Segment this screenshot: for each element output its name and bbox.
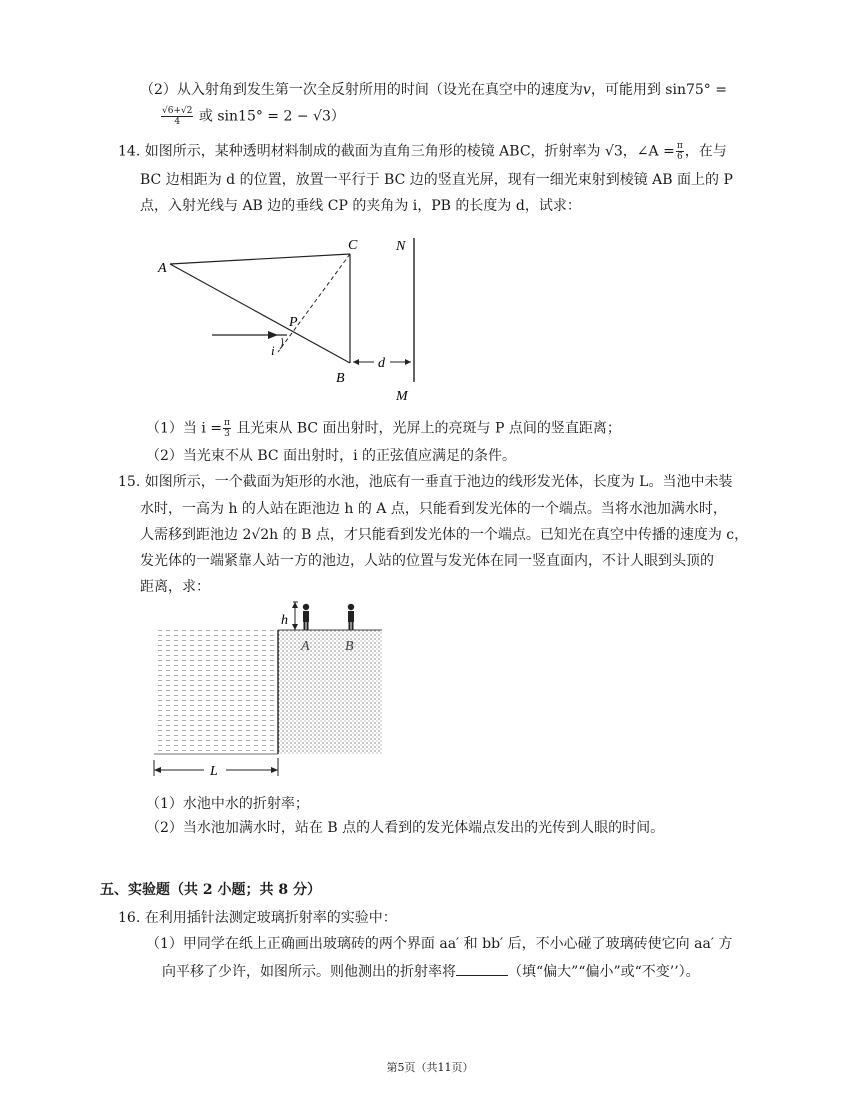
q16-part1-line2 <box>162 961 700 982</box>
section-5-title: 五、实验题（共 2 小题；共 8 分） <box>100 882 321 898</box>
q16-p1-text-a: （1）甲同学在纸上正确画出玻璃砖的两个界面 aa′ 和 bb′ 后，不小心碰了玻璃砖使它向 aa′ 方 <box>146 936 733 952</box>
q15-line3 <box>140 525 748 545</box>
pool-bank <box>278 630 382 754</box>
label-A: A <box>301 639 310 654</box>
q16-stem: 16. 在利用插针法测定玻璃折射率的实验中： <box>118 910 397 926</box>
q14-line2 <box>140 170 733 190</box>
q14-stem-1b: ，在与 <box>684 143 727 160</box>
q15-stem-1: 15. 如图所示，一个截面为矩形的水池，池底有一垂直于池边的线形发光体，长度为 L。当池中未装 <box>118 474 733 490</box>
q14-p2-text: （2）当光束不从 BC 面出射时，i 的正弦值应满足的条件。 <box>146 448 516 464</box>
edge-AB <box>170 264 350 363</box>
q15-part2 <box>146 818 664 838</box>
label-B: B <box>336 371 345 386</box>
q13-fraction <box>161 106 193 127</box>
q15-part1 <box>146 794 309 814</box>
person-B-icon <box>348 604 354 630</box>
q14-prism-figure <box>150 230 440 410</box>
q13-part2-line2-text: 或 sin15° = 2 − √3） <box>194 108 345 125</box>
q14-stem-3: 点，入射光线与 AB 边的垂线 CP 的夹角为 i，PB 的长度为 d，试求： <box>140 198 581 214</box>
q14-p1-fraction <box>223 418 231 439</box>
dim-arrow-right <box>405 359 411 365</box>
L-arrow-right <box>271 767 278 773</box>
q15-line2 <box>140 499 727 519</box>
edge-AC <box>170 254 350 264</box>
label-B: B <box>345 639 354 654</box>
label-P: P <box>289 315 298 330</box>
angle-arc <box>280 338 283 349</box>
ray-arrow <box>268 331 278 339</box>
section-5-heading <box>100 880 321 900</box>
q16-p1-text-b: 向平移了少许，如图所示。则他测出的折射率将 <box>162 964 456 980</box>
q14-part2 <box>146 446 516 466</box>
q14-angle-fraction <box>676 141 684 162</box>
q15-stem-5: 距离，求： <box>140 579 210 595</box>
label-d: d <box>378 356 385 371</box>
q14-p1-frac-num: π <box>224 418 230 428</box>
q14-frac-num: π <box>676 141 683 151</box>
q13-part2-line1 <box>140 80 727 100</box>
answer-blank[interactable] <box>456 961 508 976</box>
q13-frac-den: 4 <box>174 117 181 127</box>
label-A: A <box>158 261 167 276</box>
q16-p1-text-c: （填“偏大”“偏小”或“不变’’）。 <box>508 964 700 980</box>
q14-p1-frac-den: 3 <box>224 429 230 439</box>
q15-pool-figure <box>150 598 390 783</box>
q15-stem-3: 人需移到距池边 2√2h 的 B 点，才只能看到发光体的一个端点。已知光在真空中传播的速度为 c， <box>140 527 749 543</box>
q13-part2-text: （2）从入射角到发生第一次全反射所用的时间（设光在真空中的速度为 <box>140 82 583 98</box>
q13-frac-num: √6+√2 <box>162 106 193 116</box>
q15-stem-2: 水时，一高为 h 的人站在距池边 h 的 A 点，只能看到发光体的一个端点。当将水池加满水时， <box>140 501 727 517</box>
q14-p1-text-a: （1）当 i = <box>146 420 223 437</box>
q14-frac-den: 6 <box>676 152 683 162</box>
label-N: N <box>396 239 406 254</box>
q13-part2-text-b: ，可能用到 sin75° = <box>590 82 727 98</box>
dim-arrow-left <box>353 359 359 365</box>
label-M: M <box>396 389 408 404</box>
person-A-icon <box>303 604 309 630</box>
q16-line1 <box>118 908 397 928</box>
q14-p1-text-b: 且光束从 BC 面出射时，光屏上的亮斑与 P 点间的竖直距离； <box>231 420 621 437</box>
h-arrow-up <box>292 602 298 608</box>
normal-CP <box>278 254 350 352</box>
page-footer: 第5页（共11页） <box>386 1061 474 1074</box>
q15-line4 <box>140 551 714 571</box>
q15-line1 <box>118 472 732 492</box>
q15-stem-4: 发光体的一端紧靠人站一方的池边，人站的位置与发光体在同一竖直面内，不计人眼到头顶的 <box>140 553 714 569</box>
q14-line1 <box>118 141 727 162</box>
q14-part1 <box>146 418 621 439</box>
label-i: i <box>271 343 275 358</box>
q16-part1-line1 <box>146 934 732 954</box>
h-arrow-down <box>292 624 298 630</box>
q14-stem-2: BC 边相距为 d 的位置，放置一平行于 BC 边的竖直光屏，现有一细光束射到棱镜 AB 面上的 P <box>140 172 733 188</box>
L-arrow-left <box>154 767 161 773</box>
q15-p2-text: （2）当水池加满水时，站在 B 点的人看到的发光体端点发出的光传到人眼的时间。 <box>146 820 665 836</box>
q13-v-symbol: v <box>582 82 591 98</box>
label-C: C <box>348 238 358 253</box>
q15-line5 <box>140 577 210 597</box>
label-h: h <box>281 613 288 628</box>
q15-p1-text: （1）水池中水的折射率； <box>146 796 309 812</box>
label-L: L <box>210 764 218 779</box>
q13-part2-line2 <box>160 106 345 127</box>
q14-stem-1: 14. 如图所示，某种透明材料制成的截面为直角三角形的棱镜 ABC，折射率为 √3，∠A = <box>118 143 675 160</box>
pool-water <box>154 630 278 754</box>
q14-line3 <box>140 196 581 216</box>
